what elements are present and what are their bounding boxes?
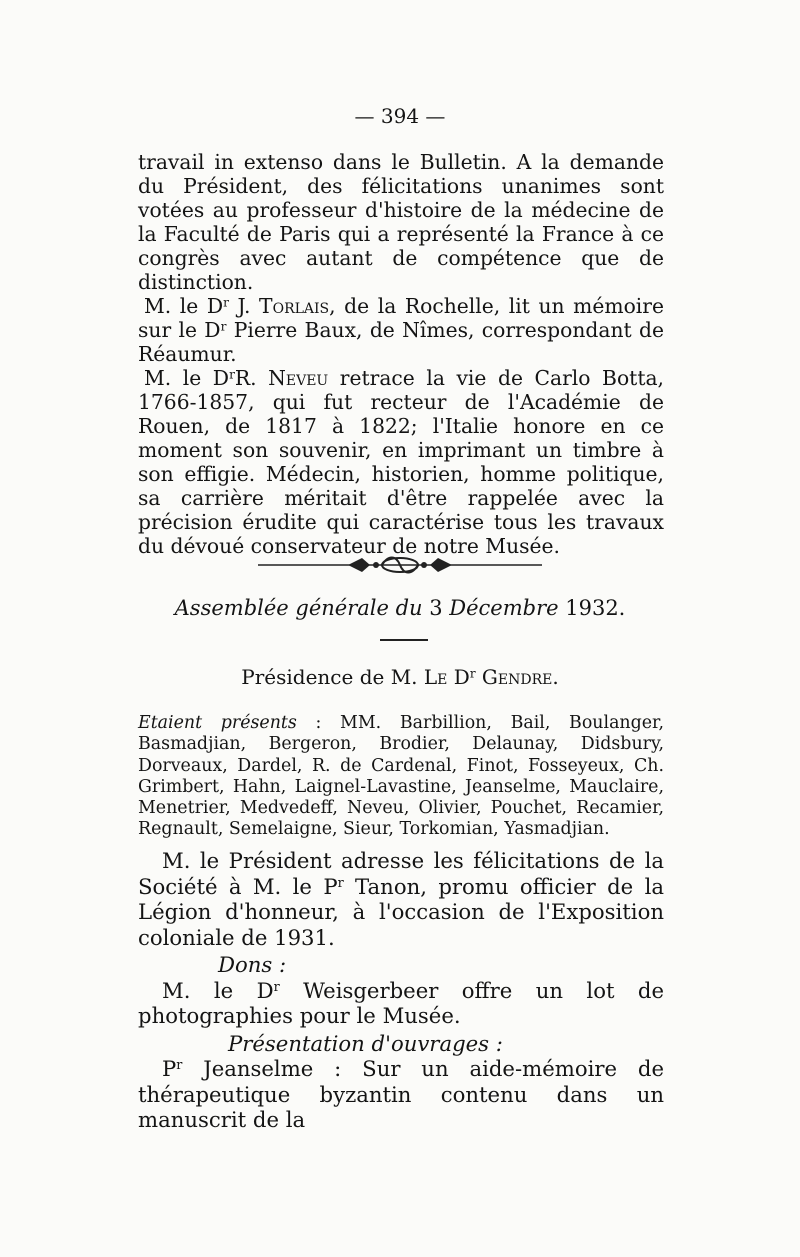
- text-run: Weisgerbeer offre un lot de photographies pour le Musée.: [138, 977, 665, 1028]
- title-year: 1932.: [558, 596, 626, 620]
- attendees-names: : MM. Barbillion, Bail, Boulanger, Basmadjian, Bergeron, Brodier, Delaunay, Didsbury, Dorveaux, Dardel, R. de Cardenal, Finot, Fosseyeux, Ch. Grimbert, Hahn, Laignel-Lavastine, Jeanselme, Mauclaire, Menetrier, Medvedeff, Neveu, Olivier, Pouchet, Recamier, Regnault, Semelaigne, Sieur, Torkomian, Yasmadjian.: [138, 713, 664, 840]
- superscript: r: [176, 1057, 183, 1073]
- text-run: P: [162, 1056, 177, 1081]
- paragraph-jeanselme: [138, 1056, 664, 1133]
- attendees-block: [138, 713, 664, 841]
- presidence-line: [0, 665, 800, 689]
- superscript: r: [273, 978, 280, 994]
- text-run: Pierre Baux, de Nîmes, correspondant de Réaumur.: [138, 318, 664, 366]
- page-number: — 394 —: [354, 104, 446, 128]
- superscript: r: [220, 319, 227, 334]
- superscript: r: [223, 295, 229, 310]
- text-run: Présidence de M.: [241, 665, 424, 689]
- ouvrages-heading: Présentation d'ouvrages :: [228, 1030, 503, 1056]
- paragraph-tanon: [138, 848, 664, 950]
- author-name: R. Neveu: [234, 366, 329, 390]
- dons-heading: Dons :: [218, 952, 287, 977]
- title-italic: Assemblée générale du: [174, 596, 423, 620]
- section-title: [0, 596, 800, 620]
- text-run: D: [447, 665, 470, 689]
- lower-text-block: [138, 848, 664, 1133]
- text-run: Jeanselme : Sur un aide-mémoire de thérapeutique byzantin contenu dans un manuscrit de la: [138, 1056, 664, 1132]
- paragraph-neveu: [138, 366, 664, 558]
- text-run: M. le D: [162, 977, 274, 1003]
- short-rule: [380, 639, 428, 641]
- upper-text-block: [138, 150, 664, 558]
- text-run: M. le D: [144, 294, 224, 318]
- title-month: Décembre: [449, 596, 559, 620]
- paragraph-torlais: [138, 294, 664, 366]
- ornament-divider: [258, 552, 542, 578]
- attendees-list: [138, 713, 664, 841]
- attendees-label: Etaient présents: [138, 713, 297, 733]
- paragraph-weisgerbeer: [138, 978, 664, 1029]
- text-run: M. le Président adresse les félicitations de la Société à M. le P: [138, 848, 664, 899]
- text-run: Le: [423, 665, 448, 689]
- president-name: Gendre.: [475, 665, 559, 689]
- author-name: J. Torlais: [228, 294, 330, 318]
- paragraph-continuation: travail in extenso dans le Bulletin. A la demande du Président, des félicitations unanimes sont votées au professeur d'histoire de la médecine de la Faculté de Paris qui a représenté la France à ce congrès avec autant de compétence que de distinction.: [138, 150, 664, 294]
- text-run: retrace la vie de Carlo Botta, 1766-1857, qui fut recteur de l'Académie de Rouen, de 1817 à 1822; l'Italie honore en ce moment son souvenir, en imprimant un timbre à son effigie. Médecin, historien, homme politique, sa carrière méritait d'être rappelée avec la précision érudite qui caractérise tous les travaux du dévoué conservateur de notre Musée.: [138, 366, 665, 558]
- superscript: r: [229, 367, 235, 382]
- text-run: M. le D: [144, 366, 230, 390]
- superscript: r: [469, 666, 476, 681]
- superscript: r: [337, 874, 344, 890]
- title-day: 3: [422, 596, 450, 620]
- text-run: , de la Rochelle, lit un mémoire sur le D: [138, 294, 664, 342]
- text-run: Tanon, promu officier de la Légion d'honneur, à l'occasion de l'Exposition coloniale de 1931.: [138, 873, 664, 950]
